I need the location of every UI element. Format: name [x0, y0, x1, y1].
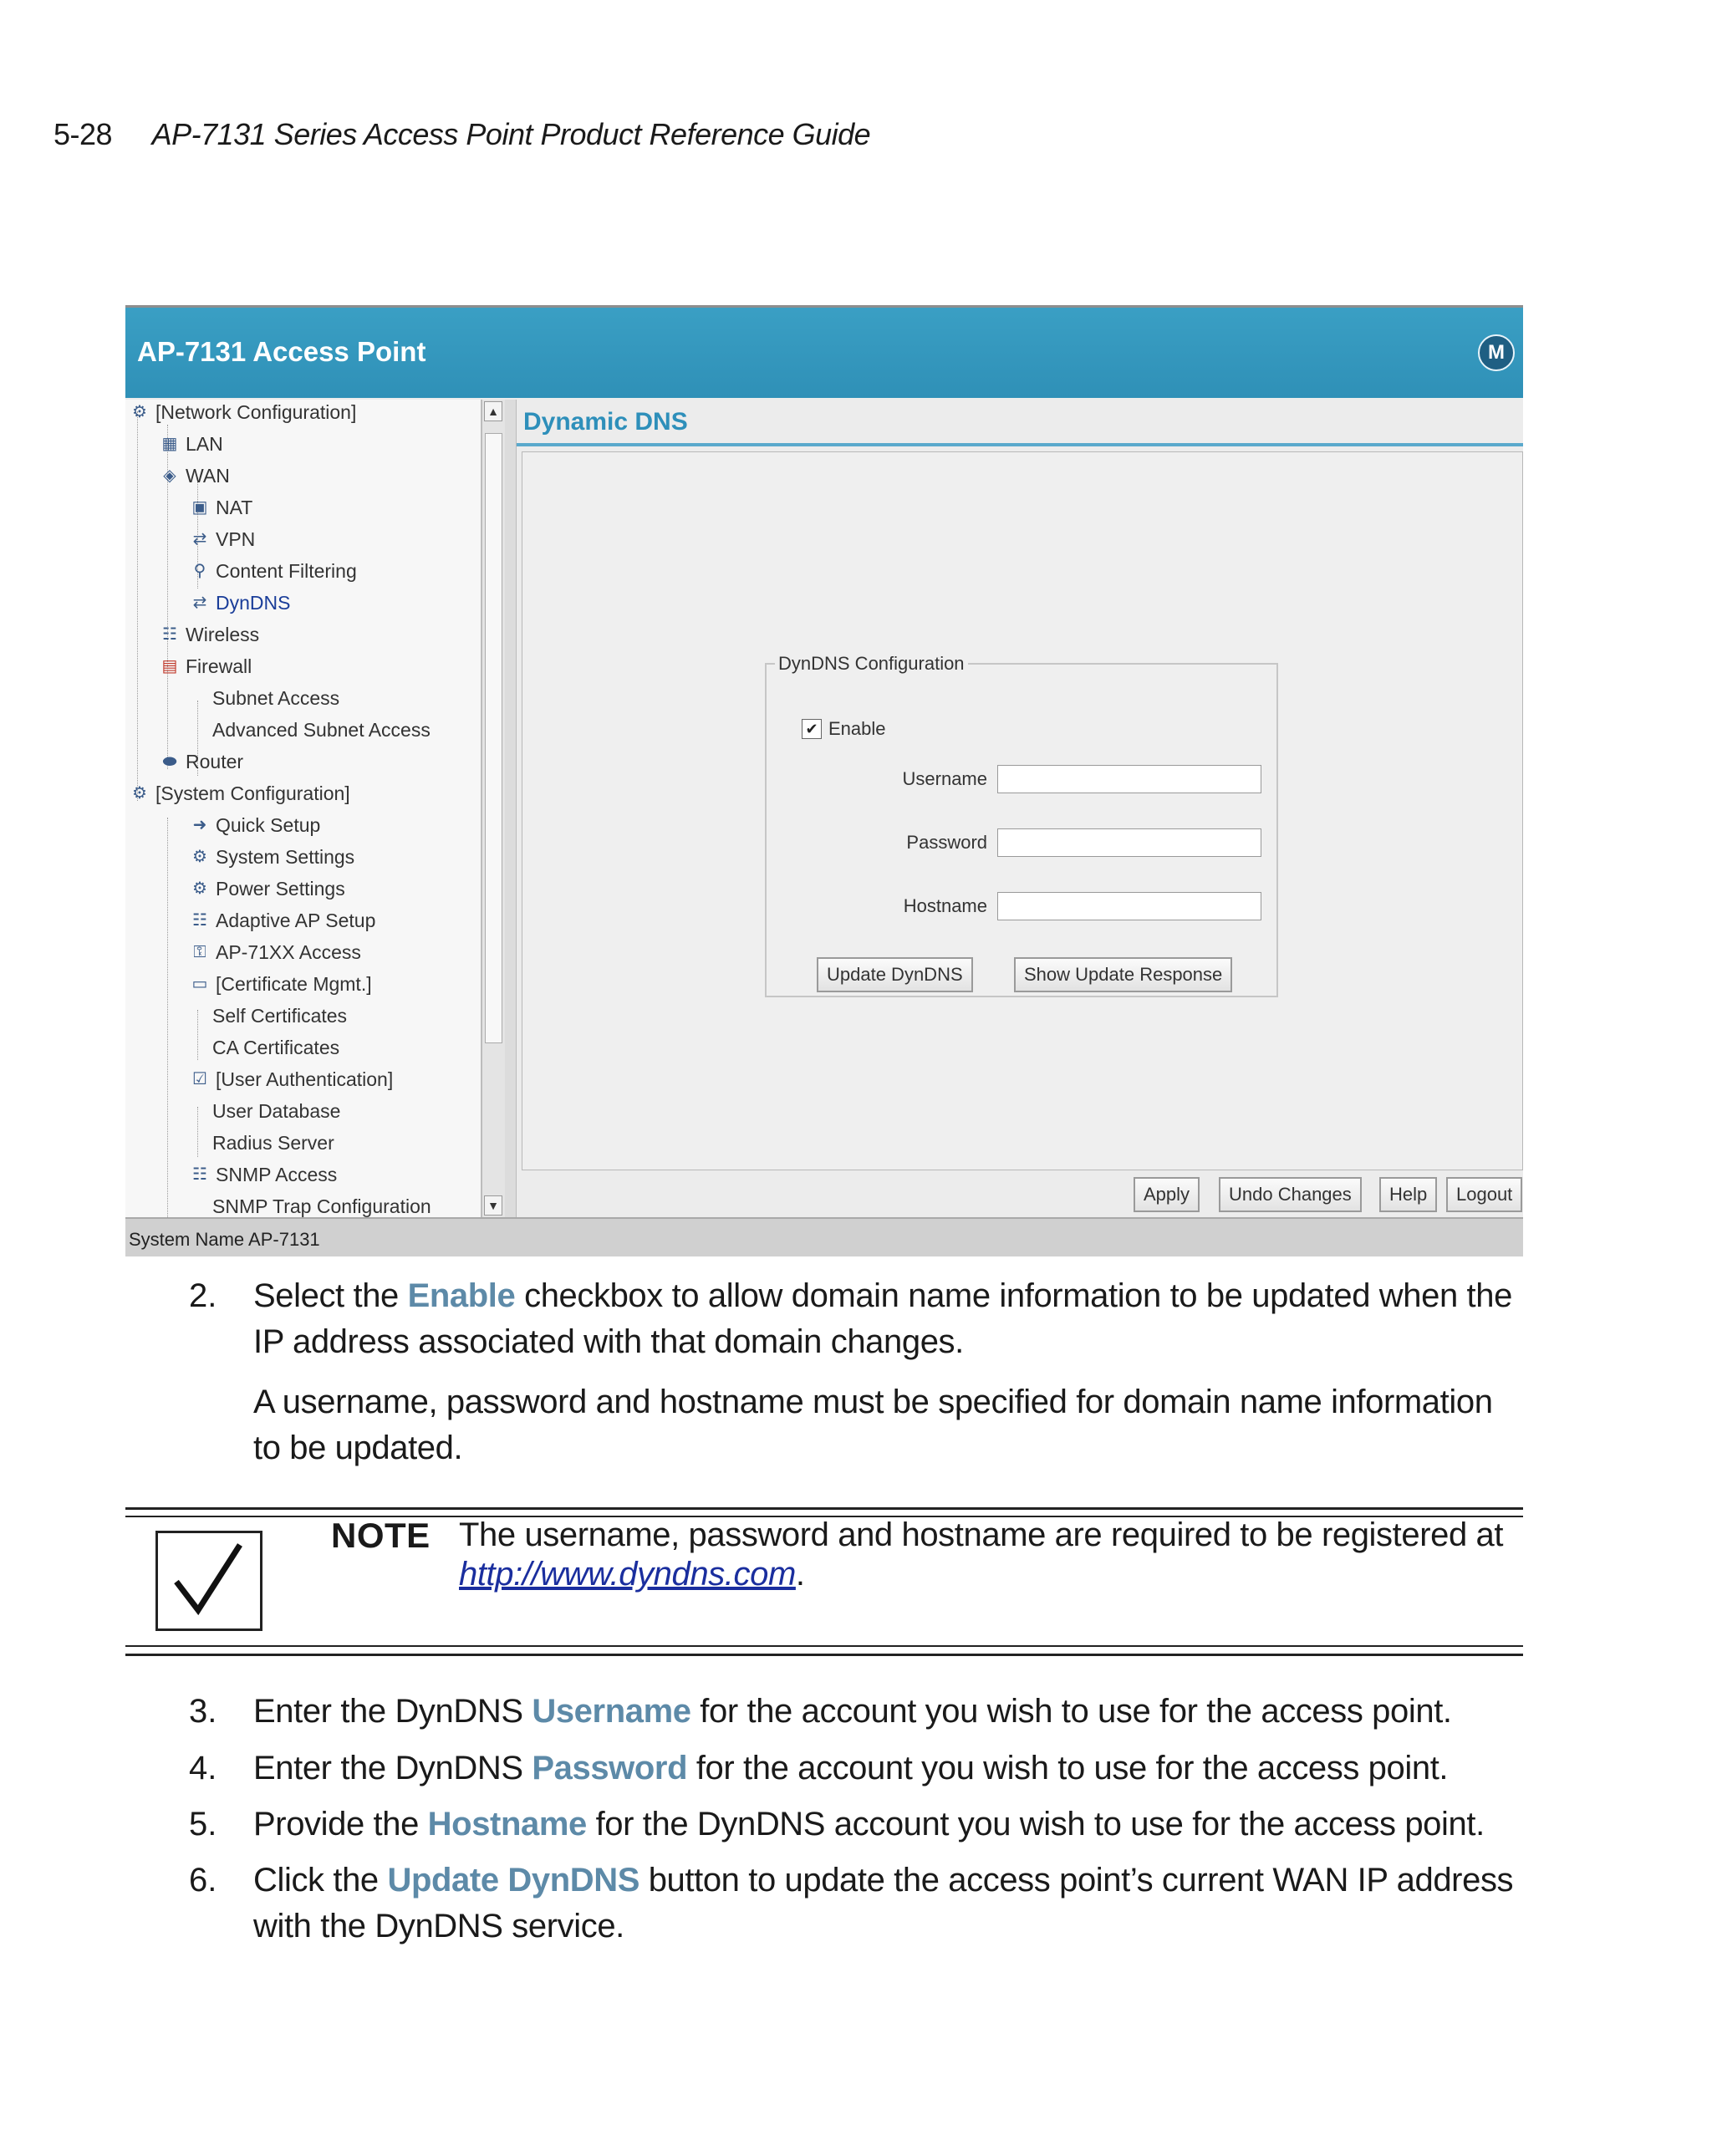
hostname-row	[767, 892, 1276, 920]
fieldset-legend: DynDNS Configuration	[778, 653, 965, 674]
tree-connector	[137, 411, 138, 801]
enable-checkbox-row[interactable]	[802, 718, 886, 740]
apply-button[interactable]: Apply	[1134, 1177, 1200, 1212]
navigation-tree	[125, 400, 482, 1217]
step-text: Click the Update DynDNS button to update the access point’s current WAN IP address with the DynDNS service.	[253, 1862, 1514, 1944]
tree-item-snmp-access[interactable]: ☷ SNMP Access	[189, 1162, 337, 1187]
keyword: Hostname	[427, 1806, 587, 1843]
tree-item-dyndns[interactable]: ⇄ DynDNS	[189, 590, 290, 615]
tree-item-adaptive-ap-setup[interactable]: ☷ Adaptive AP Setup	[189, 908, 375, 933]
app-titlebar	[125, 308, 1523, 398]
help-button[interactable]: Help	[1379, 1177, 1437, 1212]
system-settings-icon: ⚙	[192, 848, 207, 866]
tree-item-certificate-mgmt[interactable]: ▭ [Certificate Mgmt.]	[189, 971, 372, 996]
note-bottom-rule-inner	[125, 1645, 1523, 1647]
tree-item-firewall[interactable]: ▤ Firewall	[159, 654, 252, 679]
keyword: Username	[532, 1693, 691, 1730]
snmp-icon: ☷	[192, 1165, 207, 1184]
tree-item-vpn[interactable]: ⇄ VPN	[189, 527, 255, 552]
page-header	[54, 117, 870, 152]
update-dyndns-button[interactable]: Update DynDNS	[817, 957, 973, 992]
scrollbar-thumb[interactable]	[485, 433, 502, 1043]
power-settings-icon: ⚙	[192, 879, 207, 898]
dyndns-configuration-group	[765, 653, 1278, 997]
step-text: Enter the DynDNS Username for the account you wish to use for the access point.	[253, 1693, 1452, 1730]
certificate-icon: ▭	[191, 975, 208, 993]
motorola-logo-icon: M	[1478, 334, 1515, 371]
show-update-response-button[interactable]: Show Update Response	[1014, 957, 1232, 992]
note-top-rule	[125, 1507, 1523, 1510]
enable-label: Enable	[828, 718, 886, 739]
tree-item-router[interactable]: ⬬ Router	[159, 749, 243, 774]
screenshot-figure	[125, 305, 1523, 1256]
step-text: Select the Enable checkbox to allow domain name information to be updated when the IP address associated with that domain changes.	[253, 1277, 1512, 1360]
content-filtering-icon: ⚲	[193, 562, 206, 580]
lan-icon: ▦	[161, 435, 178, 453]
tree-connector	[167, 818, 168, 1217]
tree-item-lan[interactable]: ▦ LAN	[159, 431, 223, 456]
tree-item-wireless[interactable]: ☷ Wireless	[159, 622, 259, 647]
password-field[interactable]	[997, 828, 1261, 857]
content-pane	[517, 400, 1523, 1217]
tree-item-quick-setup[interactable]: ➜ Quick Setup	[189, 813, 320, 838]
tree-connector	[197, 1107, 198, 1157]
dyndns-icon: ⇄	[192, 594, 207, 612]
tree-item-self-certificates[interactable]: Self Certificates	[212, 1004, 348, 1027]
step-text: Enter the DynDNS Password for the account you wish to use for the access point.	[253, 1750, 1449, 1786]
wan-icon: ◈	[163, 466, 176, 485]
tree-item-advanced-subnet-access[interactable]: Advanced Subnet Access	[212, 718, 431, 741]
router-icon: ⬬	[162, 752, 177, 771]
tree-item-network-configuration[interactable]: ⚙ [Network Configuration]	[129, 400, 356, 425]
step-number: 5.	[189, 1806, 217, 1843]
hostname-field[interactable]	[997, 892, 1261, 920]
scroll-up-arrow-icon[interactable]: ▲	[484, 401, 502, 421]
tree-item-system-configuration[interactable]: ⚙ [System Configuration]	[129, 781, 350, 806]
document-title: AP-7131 Series Access Point Product Reference Guide	[151, 117, 871, 151]
vpn-icon: ⇄	[192, 530, 207, 548]
keyword: Update DynDNS	[387, 1862, 639, 1899]
page-number: 5-28	[54, 117, 113, 151]
step-number: 3.	[189, 1693, 217, 1730]
tree-scrollbar[interactable]	[482, 400, 505, 1217]
step-number: 4.	[189, 1750, 217, 1786]
user-auth-icon: ☑	[192, 1070, 207, 1088]
body-paragraph: A username, password and hostname must be specified for domain name information to be updated.	[253, 1384, 1493, 1466]
tree-item-subnet-access[interactable]: Subnet Access	[212, 686, 340, 709]
tree-item-ca-certificates[interactable]: CA Certificates	[212, 1036, 340, 1058]
username-field[interactable]	[997, 765, 1261, 793]
tree-item-user-authentication[interactable]: ☑ [User Authentication]	[189, 1067, 393, 1092]
app-title: AP-7131 Access Point	[137, 336, 426, 367]
nat-icon: ▣	[191, 498, 208, 517]
tree-item-nat[interactable]: ▣ NAT	[189, 495, 252, 520]
pane-splitter[interactable]	[505, 400, 517, 1217]
tree-connector	[197, 1010, 198, 1060]
tree-item-radius-server[interactable]: Radius Server	[212, 1131, 334, 1154]
keyword: Password	[532, 1750, 688, 1786]
note-label: NOTE	[331, 1516, 431, 1555]
tree-item-power-settings[interactable]: ⚙ Power Settings	[189, 876, 345, 901]
tree-item-user-database[interactable]: User Database	[212, 1099, 341, 1122]
password-row	[767, 828, 1276, 857]
note-bottom-rule	[125, 1654, 1523, 1656]
tree-item-content-filtering[interactable]: ⚲ Content Filtering	[189, 558, 357, 584]
title-separator	[517, 443, 1523, 446]
username-row	[767, 765, 1276, 793]
ap-access-icon: ⚿	[193, 943, 206, 961]
wireless-icon: ☷	[162, 625, 177, 644]
system-config-icon: ⚙	[132, 784, 147, 803]
dyndns-link[interactable]: http://www.dyndns.com	[459, 1556, 796, 1593]
step-text: Provide the Hostname for the DynDNS account you wish to use for the access point.	[253, 1806, 1485, 1843]
panel-title: Dynamic DNS	[523, 408, 688, 436]
step-number: 6.	[189, 1862, 217, 1899]
tree-item-snmp-trap-configuration[interactable]: SNMP Trap Configuration	[212, 1195, 431, 1217]
tree-item-wan[interactable]: ◈ WAN	[159, 463, 230, 488]
password-label: Password	[906, 832, 987, 853]
firewall-icon: ▤	[161, 657, 178, 675]
panel-content	[522, 451, 1523, 1170]
hostname-label: Hostname	[903, 895, 987, 916]
scroll-down-arrow-icon[interactable]: ▼	[484, 1195, 502, 1216]
undo-changes-button[interactable]: Undo Changes	[1219, 1177, 1362, 1212]
network-config-icon: ⚙	[132, 403, 147, 421]
username-label: Username	[902, 768, 987, 789]
status-bar: System Name AP-7131	[125, 1217, 1523, 1256]
tree-item-system-settings[interactable]: ⚙ System Settings	[189, 844, 354, 869]
adaptive-ap-icon: ☷	[192, 911, 207, 930]
step-number: 2.	[189, 1277, 217, 1314]
quick-setup-icon: ➜	[192, 816, 207, 834]
logout-button[interactable]: Logout	[1446, 1177, 1522, 1212]
enable-checkbox[interactable]: ✔	[802, 719, 822, 739]
keyword: Enable	[407, 1277, 516, 1314]
checkmark-icon	[155, 1531, 262, 1631]
note-text: The username, password and hostname are required to be registered at http://www.dyndns.com.	[459, 1516, 1504, 1593]
tree-item-ap-71xx-access[interactable]: ⚿ AP-71XX Access	[189, 940, 361, 965]
